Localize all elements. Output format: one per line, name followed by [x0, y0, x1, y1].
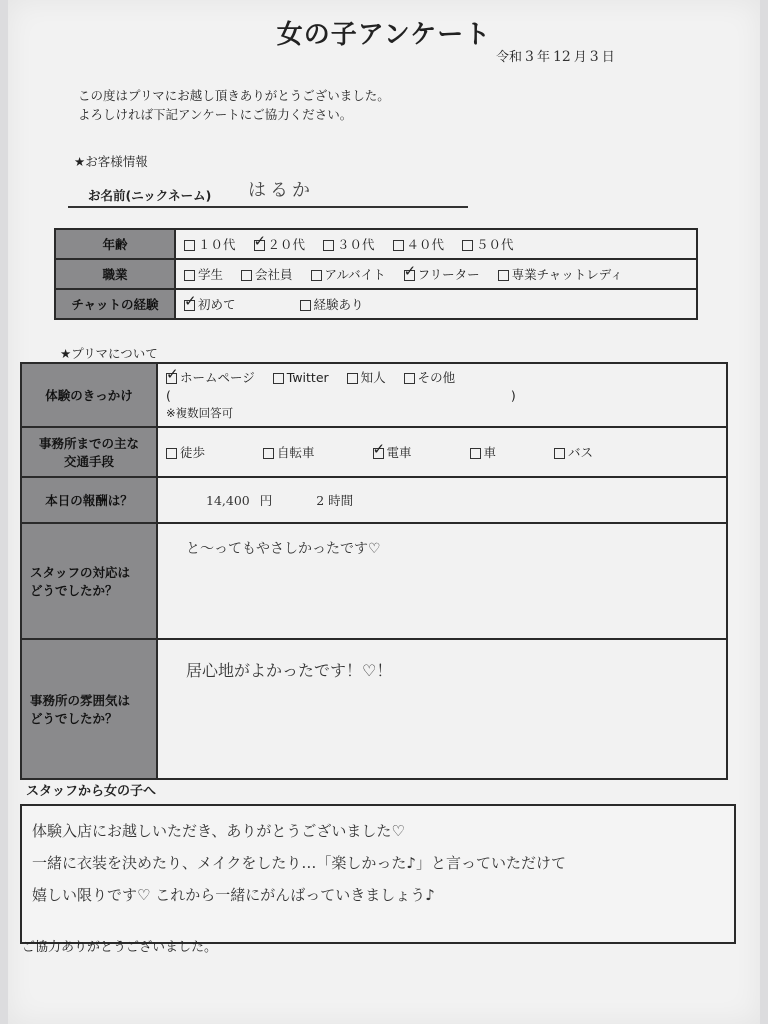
checkbox[interactable] — [347, 373, 358, 384]
survey-sheet — [8, 0, 760, 1024]
reward-yen: 円 — [259, 493, 273, 508]
chat-label: チャットの経験 — [55, 289, 175, 319]
staff-row — [21, 523, 727, 639]
date-era: 令和 — [496, 50, 523, 65]
checkbox[interactable] — [323, 240, 334, 251]
checkbox-checked[interactable] — [404, 270, 415, 281]
other-field[interactable]: ( ) — [166, 388, 516, 403]
transport-option[interactable]: 徒歩 — [166, 443, 205, 461]
trigger-option[interactable]: その他 — [404, 368, 456, 386]
trigger-row — [21, 363, 727, 427]
staff-answer-text: と〜ってもやさしかったです♡ — [186, 541, 381, 557]
age-option[interactable]: ４０代 — [393, 235, 445, 253]
job-option[interactable]: 学生 — [184, 265, 223, 283]
checkbox-checked[interactable] — [254, 240, 265, 251]
checkbox[interactable] — [184, 270, 195, 281]
chat-options — [175, 289, 697, 319]
prima-section-heading: ★プリマについて — [60, 346, 158, 361]
transport-option[interactable]: ✓ 電車 — [373, 443, 412, 461]
name-field — [68, 176, 468, 208]
atmosphere-answer[interactable] — [157, 639, 727, 779]
age-option[interactable]: ５０代 — [462, 235, 514, 253]
reward-amount: 14,400 — [206, 493, 250, 508]
atmosphere-label: 事務所の雰囲気は どうでしたか？ — [21, 639, 157, 779]
trigger-label: 体験のきっかけ — [21, 363, 157, 427]
checkbox[interactable] — [462, 240, 473, 251]
closing-text: ご協力ありがとうございました。 — [22, 940, 218, 955]
atmosphere-row — [21, 639, 727, 779]
age-option[interactable]: ３０代 — [323, 235, 375, 253]
customer-section-heading: ★お客様情報 — [74, 154, 148, 169]
trigger-options — [157, 363, 727, 427]
trigger-option[interactable]: 知人 — [347, 368, 386, 386]
reward-row — [21, 477, 727, 523]
job-options — [175, 259, 697, 289]
checkbox-checked[interactable] — [166, 373, 177, 384]
checkbox-checked[interactable] — [184, 300, 195, 311]
transport-option[interactable]: バス — [554, 443, 593, 461]
atmosphere-answer-text: 居心地がよかったです！♡！ — [186, 661, 393, 680]
transport-label: 事務所までの主な 交通手段 — [21, 427, 157, 477]
reward-label: 本日の報酬は？ — [21, 477, 157, 523]
checkbox[interactable] — [554, 448, 565, 459]
age-option[interactable]: ✓ ２０代 — [254, 235, 306, 253]
transport-row — [21, 427, 727, 477]
checkbox[interactable] — [273, 373, 284, 384]
reward-hours: 2 — [316, 493, 325, 508]
age-row — [55, 229, 697, 259]
trigger-option[interactable]: Twitter — [273, 370, 329, 385]
intro-line-1: この度はプリマにお越し頂きありがとうございました。 — [78, 88, 390, 103]
checkbox[interactable] — [393, 240, 404, 251]
intro-text — [78, 86, 390, 124]
age-label: 年齢 — [55, 229, 175, 259]
staff-message-line: 一緒に衣装を決めたり、メイクをしたり…「楽しかった♪」と言っていただけて — [32, 854, 566, 872]
trigger-option[interactable]: ✓ホームページ — [166, 368, 255, 386]
chat-option[interactable]: ✓ 初めて — [184, 295, 236, 313]
job-option[interactable]: ✓ フリーター — [404, 265, 480, 283]
transport-options — [157, 427, 727, 477]
job-option[interactable]: 会社員 — [241, 265, 293, 283]
chat-option[interactable]: 経験あり — [300, 295, 364, 313]
staff-answer[interactable] — [157, 523, 727, 639]
checkbox[interactable] — [498, 270, 509, 281]
reward-hours-suffix: 時間 — [328, 493, 354, 508]
date-line — [496, 46, 615, 65]
age-option[interactable]: １０代 — [184, 235, 236, 253]
reward-answer[interactable] — [157, 477, 727, 523]
date-month: 12 — [552, 49, 571, 65]
staff-message-box — [20, 804, 736, 944]
staff-message-line: 体験入店にお越しいただき、ありがとうございました♡ — [32, 822, 405, 840]
date-year: 3 — [525, 49, 534, 65]
staff-message-heading: スタッフから女の子へ — [26, 784, 157, 799]
date-day: 3 — [589, 49, 599, 65]
checkbox[interactable] — [166, 448, 177, 459]
page-title: 女の子アンケート — [276, 20, 492, 50]
checkbox[interactable] — [263, 448, 274, 459]
name-value: はるか — [248, 180, 314, 201]
intro-line-2: よろしければ下記アンケートにご協力ください。 — [78, 107, 353, 122]
staff-message-line: 嬉しい限りです♡ これから一緒にがんばっていきましょう♪ — [32, 886, 435, 904]
checkbox[interactable] — [311, 270, 322, 281]
date-day-suffix: 日 — [601, 50, 615, 65]
checkbox[interactable] — [404, 373, 415, 384]
job-label: 職業 — [55, 259, 175, 289]
prima-table — [20, 362, 728, 780]
date-year-suffix: 年 — [536, 50, 550, 65]
staff-label: スタッフの対応は どうでしたか？ — [21, 523, 157, 639]
job-option[interactable]: 専業チャットレディ — [498, 265, 623, 283]
checkbox[interactable] — [241, 270, 252, 281]
age-options — [175, 229, 697, 259]
job-option[interactable]: アルバイト — [311, 265, 386, 283]
checkbox[interactable] — [300, 300, 311, 311]
checkbox-checked[interactable] — [373, 448, 384, 459]
checkbox[interactable] — [184, 240, 195, 251]
chat-row — [55, 289, 697, 319]
profile-table — [54, 228, 698, 320]
name-label: お名前(ニックネーム) — [88, 188, 212, 203]
checkbox[interactable] — [470, 448, 481, 459]
transport-option[interactable]: 車 — [470, 443, 497, 461]
date-month-suffix: 月 — [573, 50, 587, 65]
job-row — [55, 259, 697, 289]
transport-option[interactable]: 自転車 — [263, 443, 315, 461]
multiple-answer-note: ※複数回答可 — [166, 406, 234, 420]
